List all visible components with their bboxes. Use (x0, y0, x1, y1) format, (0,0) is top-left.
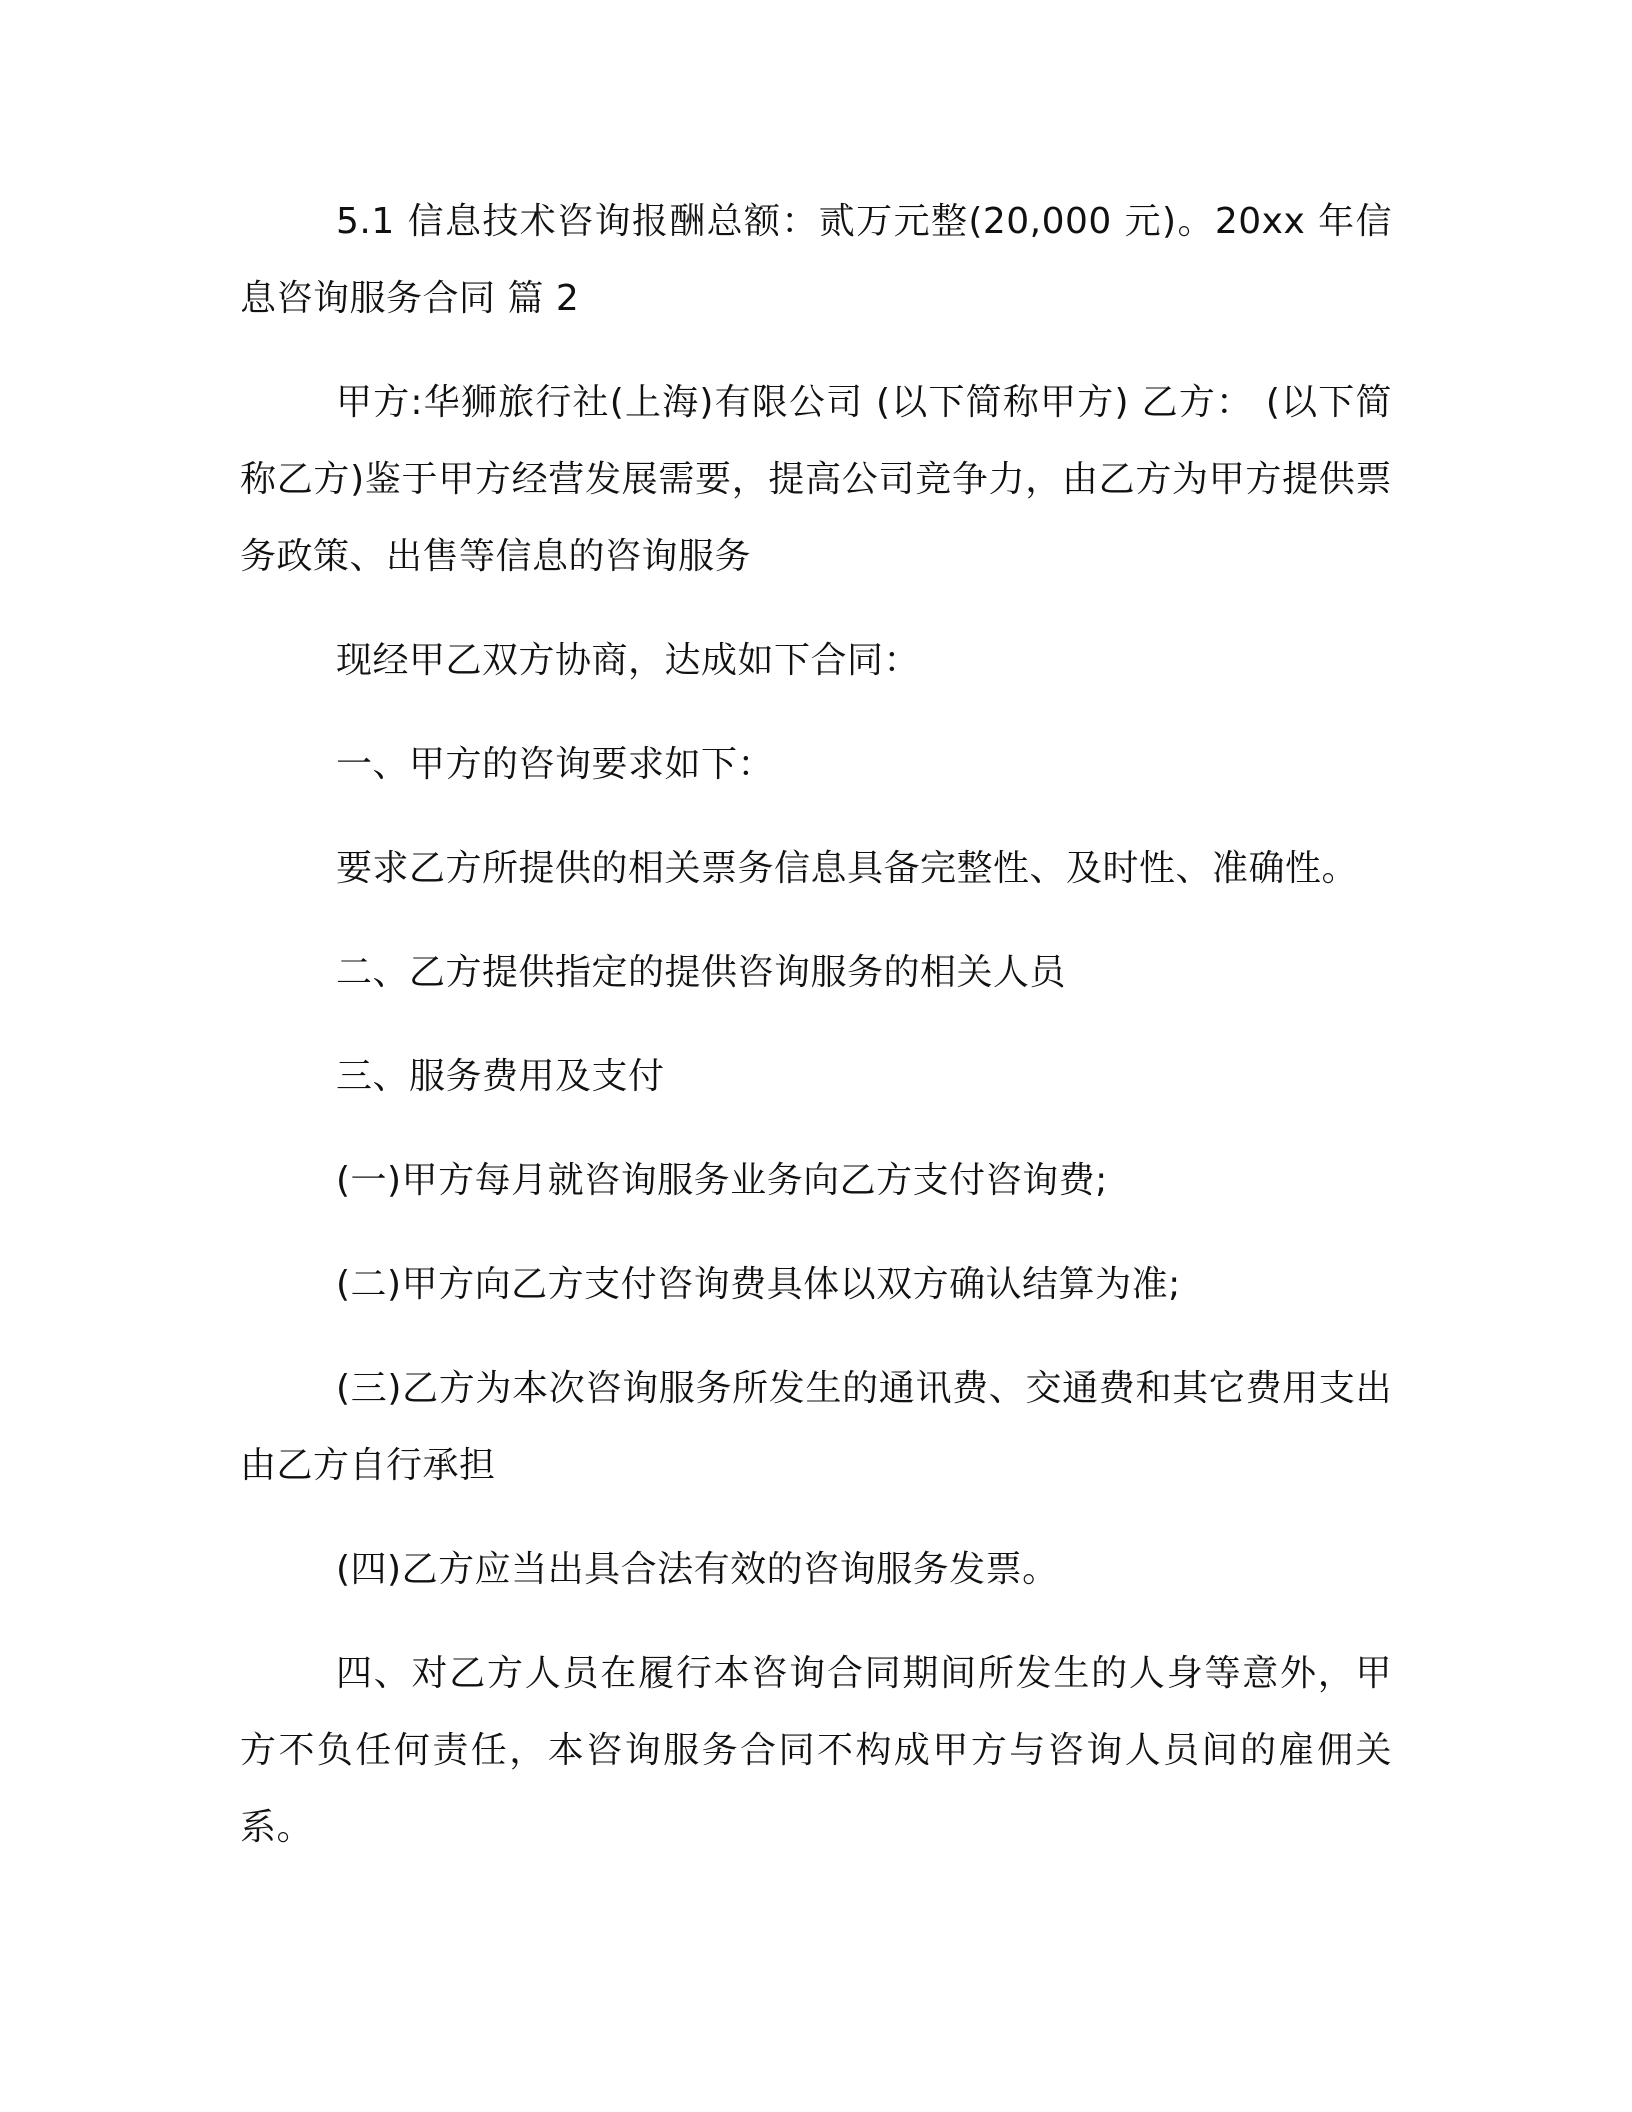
paragraph-agreement-intro: 现经甲乙双方协商，达成如下合同： (336, 640, 921, 681)
paragraph-fee-total: 5.1 信息技术咨询报酬总额：贰万元整(20,000 元)。20xx 年信息咨询服务合同 篇 2 (240, 201, 1392, 319)
document-body (240, 183, 1392, 1893)
clause-item-2: (二)甲方向乙方支付咨询费具体以双方确认结算为准; (336, 1264, 1181, 1305)
clause-item-4: (四)乙方应当出具合法有效的咨询服务发票。 (336, 1549, 1059, 1590)
section-heading-3: 三、服务费用及支付 (336, 1056, 665, 1097)
clause-item-3: (三)乙方为本次咨询服务所发生的通讯费、交通费和其它费用支出由乙方自行承担 (240, 1368, 1392, 1486)
section-heading-4: 四、对乙方人员在履行本咨询合同期间所发生的人身等意外，甲方不负任何责任，本咨询服务合同不构成甲方与咨询人员间的雇佣关系。 (240, 1653, 1392, 1848)
section-heading-2: 二、乙方提供指定的提供咨询服务的相关人员 (336, 952, 1067, 993)
section-heading-1: 一、甲方的咨询要求如下： (336, 744, 775, 785)
paragraph-requirements: 要求乙方所提供的相关票务信息具备完整性、及时性、准确性。 (336, 848, 1359, 889)
clause-item-1: (一)甲方每月就咨询服务业务向乙方支付咨询费; (336, 1160, 1108, 1201)
paragraph-parties: 甲方:华狮旅行社(上海)有限公司 (以下简称甲方) 乙方： (以下简称乙方)鉴于甲方经营发展需要，提高公司竞争力，由乙方为甲方提供票务政策、出售等信息的咨询服务 (240, 382, 1392, 577)
